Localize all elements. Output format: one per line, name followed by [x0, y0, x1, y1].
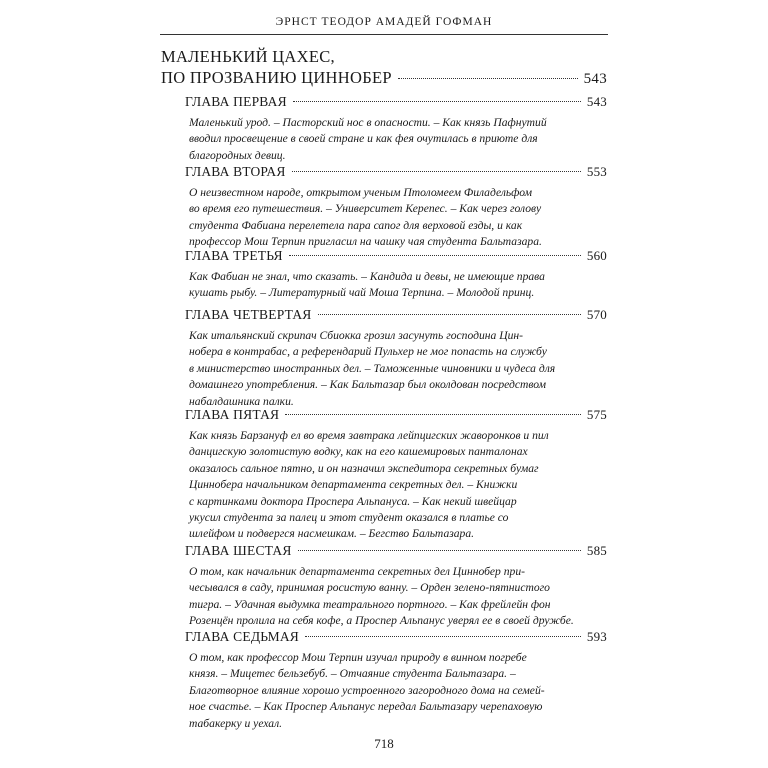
summary-line: Как итальянский скрипач Сбиокка грозил засунуть господина Цин-	[189, 329, 523, 342]
summary-line: табакерку и уехал.	[189, 716, 283, 730]
summary-line: шлейфом и подвергся насмешкам. – Бегство Бальтазара.	[189, 527, 475, 541]
chapter-page-number: 560	[586, 248, 607, 263]
chapter-heading-line	[185, 406, 607, 424]
chapter-title: ГЛАВА ШЕСТАЯ	[185, 543, 292, 558]
chapter-summary	[189, 115, 601, 164]
chapter-page-number: 593	[586, 629, 607, 644]
work-page-number: 543	[583, 71, 607, 87]
chapter-title: ГЛАВА ВТОРАЯ	[185, 164, 286, 179]
chapter-title: ГЛАВА ПЯТАЯ	[185, 407, 280, 422]
summary-line: Маленький урод. – Пасторский нос в опасности. – Как князь Пафнутий	[189, 116, 547, 129]
dot-leader	[285, 414, 581, 415]
chapter-summary	[189, 650, 601, 732]
summary-line: Циннобера начальником департамента секретных дел. – Книжки	[189, 478, 518, 492]
summary-line: кушать рыбу. – Литературный чай Моша Терпина. – Молодой принц.	[189, 286, 535, 300]
chapter-summary	[189, 269, 601, 302]
chapter-title: ГЛАВА ТРЕТЬЯ	[185, 248, 283, 263]
chapter-heading-line	[185, 93, 607, 111]
chapter-summary	[189, 185, 601, 251]
summary-line: с картинками доктора Проспера Альпануса. – Как некий швейцар	[189, 494, 517, 508]
summary-line: благородных девиц.	[189, 148, 286, 162]
summary-line: О том, как профессор Мош Терпин изучал природу в винном погребе	[189, 651, 527, 664]
summary-line: Розенцён пролила на себя кофе, а Проспер Альпанус уверял ее в своей дружбе.	[189, 614, 574, 628]
summary-line: ное счастье. – Как Проспер Альпанус передал Бальтазару черепаховую	[189, 700, 543, 714]
chapter-title: ГЛАВА СЕДЬМАЯ	[185, 629, 300, 644]
chapter-page-number: 570	[586, 307, 607, 322]
summary-line: домашнего употребления. – Как Бальтазар был околдован посредством	[189, 378, 547, 392]
chapter-entry	[185, 542, 607, 630]
summary-line: профессор Мош Терпин пригласил на чашку чая студента Бальтазара.	[189, 235, 542, 249]
work-title-line-2	[161, 67, 607, 90]
chapter-summary	[189, 564, 601, 630]
summary-line: Как Фабиан не знал, что сказать. – Кандида и девы, не имеющие права	[189, 270, 545, 283]
dot-leader	[305, 636, 581, 637]
summary-line: Благотворное влияние хорошо устроенного загородного дома на семей-	[189, 683, 545, 697]
summary-line: О том, как начальник департамента секретных дел Циннобер при-	[189, 565, 526, 578]
summary-line: во время его путешествия. – Университет Керепес. – Как через голову	[189, 202, 542, 216]
summary-line: князя. – Мицетес бельзебуб. – Отчаяние студента Бальтазара. –	[189, 667, 516, 681]
chapter-heading-line	[185, 247, 607, 265]
page-number: 718	[374, 736, 394, 751]
summary-line: данцигскую золотистую водку, как на его кашемировых панталонах	[189, 445, 528, 459]
chapter-entry	[185, 93, 607, 164]
dot-leader	[292, 171, 581, 172]
summary-line: укусил студента за палец и этот студент оказался в платье со	[189, 511, 509, 525]
summary-line: в министерство иностранных дел. – Таможенные чиновники и чудеса для	[189, 361, 556, 375]
summary-line: вводил просвещение в своей стране и как фея очутилась в приюте для	[189, 132, 538, 146]
chapter-entry	[185, 406, 607, 543]
work-title-text: ПО ПРОЗВАНИЮ ЦИННОБЕР	[161, 68, 392, 87]
chapter-entry	[185, 306, 607, 410]
summary-line: нобера в контрабас, а референдарий Пульхер не мог попасть на службу	[189, 345, 547, 359]
summary-line: тигра. – Удачная выдумка театрального портного. – Как фрейлейн фон	[189, 597, 551, 611]
chapter-page-number: 585	[586, 543, 607, 558]
chapter-page-number: 575	[586, 407, 607, 422]
chapter-page-number: 543	[586, 94, 607, 109]
dot-leader	[318, 314, 581, 315]
dot-leader	[289, 255, 581, 256]
chapter-entry	[185, 163, 607, 251]
dot-leader	[298, 550, 581, 551]
chapter-page-number: 553	[586, 164, 607, 179]
summary-line: чесывался в саду, принимая росистую ванну. – Орден зелено-пятнистого	[189, 581, 550, 595]
summary-line: О неизвестном народе, открытом ученым Птоломеем Филадельфом	[189, 186, 533, 199]
work-title	[161, 46, 607, 90]
chapter-title: ГЛАВА ЧЕТВЕРТАЯ	[185, 307, 312, 322]
chapter-summary	[189, 428, 601, 543]
chapter-heading-line	[185, 163, 607, 181]
dot-leader	[398, 78, 578, 79]
summary-line: оказалось сальное пятно, и он назначил экспедитора секретных бумаг	[189, 461, 539, 475]
chapter-heading-line	[185, 306, 607, 324]
chapter-summary	[189, 328, 601, 410]
running-head: ЭРНСТ ТЕОДОР АМАДЕЙ ГОФМАН	[275, 16, 493, 28]
summary-line: набалдашника палки.	[189, 394, 294, 408]
chapter-entry	[185, 628, 607, 732]
summary-line: студента Фабиана перелетела пара сапог для верховой езды, и как	[189, 218, 523, 232]
chapter-title: ГЛАВА ПЕРВАЯ	[185, 94, 287, 109]
work-title-line-1: МАЛЕНЬКИЙ ЦАХЕС,	[161, 47, 335, 66]
summary-line: Как князь Барзануф ел во время завтрака лейпцигских жаворонков и пил	[189, 429, 549, 442]
dot-leader	[293, 101, 581, 102]
chapter-heading-line	[185, 542, 607, 560]
header-rule	[160, 34, 608, 35]
chapter-heading-line	[185, 628, 607, 646]
chapter-entry	[185, 247, 607, 302]
